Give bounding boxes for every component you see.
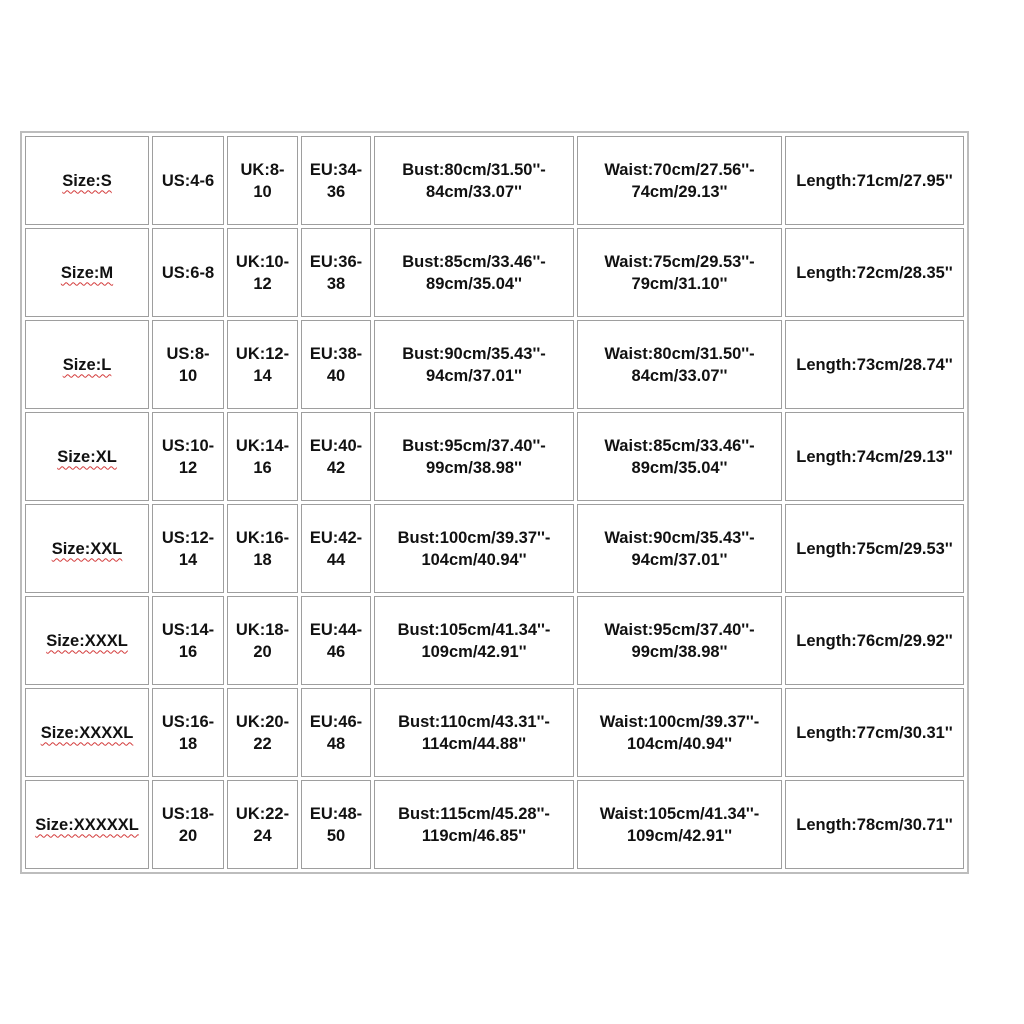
length-cell: Length:72cm/28.35'' <box>785 228 964 317</box>
bust-cell: Bust:105cm/41.34''- 109cm/42.91'' <box>374 596 574 685</box>
uk-size-cell: UK:22- 24 <box>227 780 298 869</box>
size-chart-table <box>20 131 969 874</box>
bust-cell: Bust:90cm/35.43''- 94cm/37.01'' <box>374 320 574 409</box>
eu-size-cell: EU:48- 50 <box>301 780 371 869</box>
size-row-xl <box>25 412 964 501</box>
size-cell <box>25 596 149 685</box>
waist-cell: Waist:100cm/39.37''- 104cm/40.94'' <box>577 688 782 777</box>
size-label: Size:XXXL <box>46 631 128 650</box>
size-row-m <box>25 228 964 317</box>
size-cell <box>25 228 149 317</box>
us-size-cell: US:12- 14 <box>152 504 224 593</box>
uk-size-cell: UK:16- 18 <box>227 504 298 593</box>
bust-cell: Bust:85cm/33.46''- 89cm/35.04'' <box>374 228 574 317</box>
bust-cell: Bust:115cm/45.28''- 119cm/46.85'' <box>374 780 574 869</box>
size-row-xxxxxl <box>25 780 964 869</box>
waist-cell: Waist:80cm/31.50''- 84cm/33.07'' <box>577 320 782 409</box>
length-cell: Length:78cm/30.71'' <box>785 780 964 869</box>
waist-cell: Waist:85cm/33.46''- 89cm/35.04'' <box>577 412 782 501</box>
size-label: Size:XXL <box>51 539 123 558</box>
length-cell: Length:77cm/30.31'' <box>785 688 964 777</box>
waist-cell: Waist:105cm/41.34''- 109cm/42.91'' <box>577 780 782 869</box>
us-size-cell: US:14- 16 <box>152 596 224 685</box>
uk-size-cell: UK:14- 16 <box>227 412 298 501</box>
us-size-cell: US:8- 10 <box>152 320 224 409</box>
length-cell: Length:74cm/29.13'' <box>785 412 964 501</box>
size-label: Size:M <box>60 263 114 282</box>
uk-size-cell: UK:12- 14 <box>227 320 298 409</box>
size-row-l <box>25 320 964 409</box>
size-row-xxxl <box>25 596 964 685</box>
size-label: Size:XXXXL <box>40 723 134 742</box>
uk-size-cell: UK:10- 12 <box>227 228 298 317</box>
size-cell <box>25 504 149 593</box>
eu-size-cell: EU:42- 44 <box>301 504 371 593</box>
us-size-cell: US:16- 18 <box>152 688 224 777</box>
eu-size-cell: EU:44- 46 <box>301 596 371 685</box>
size-row-s <box>25 136 964 225</box>
size-cell <box>25 780 149 869</box>
size-cell <box>25 412 149 501</box>
eu-size-cell: EU:38- 40 <box>301 320 371 409</box>
eu-size-cell: EU:36- 38 <box>301 228 371 317</box>
us-size-cell: US:18- 20 <box>152 780 224 869</box>
size-row-xxl <box>25 504 964 593</box>
uk-size-cell: UK:8- 10 <box>227 136 298 225</box>
waist-cell: Waist:70cm/27.56''- 74cm/29.13'' <box>577 136 782 225</box>
length-cell: Length:75cm/29.53'' <box>785 504 964 593</box>
eu-size-cell: EU:34- 36 <box>301 136 371 225</box>
us-size-cell: US:6-8 <box>152 228 224 317</box>
bust-cell: Bust:80cm/31.50''- 84cm/33.07'' <box>374 136 574 225</box>
length-cell: Length:76cm/29.92'' <box>785 596 964 685</box>
bust-cell: Bust:110cm/43.31''- 114cm/44.88'' <box>374 688 574 777</box>
bust-cell: Bust:100cm/39.37''- 104cm/40.94'' <box>374 504 574 593</box>
size-cell <box>25 320 149 409</box>
uk-size-cell: UK:18- 20 <box>227 596 298 685</box>
length-cell: Length:73cm/28.74'' <box>785 320 964 409</box>
size-label: Size:XXXXXL <box>35 815 139 834</box>
waist-cell: Waist:75cm/29.53''- 79cm/31.10'' <box>577 228 782 317</box>
size-label: Size:S <box>62 171 112 190</box>
waist-cell: Waist:95cm/37.40''- 99cm/38.98'' <box>577 596 782 685</box>
eu-size-cell: EU:46- 48 <box>301 688 371 777</box>
us-size-cell: US:10- 12 <box>152 412 224 501</box>
size-label: Size:XL <box>57 447 117 466</box>
bust-cell: Bust:95cm/37.40''- 99cm/38.98'' <box>374 412 574 501</box>
length-cell: Length:71cm/27.95'' <box>785 136 964 225</box>
size-row-xxxxl <box>25 688 964 777</box>
eu-size-cell: EU:40- 42 <box>301 412 371 501</box>
uk-size-cell: UK:20- 22 <box>227 688 298 777</box>
size-cell <box>25 136 149 225</box>
size-label: Size:L <box>62 355 112 374</box>
us-size-cell: US:4-6 <box>152 136 224 225</box>
size-cell <box>25 688 149 777</box>
waist-cell: Waist:90cm/35.43''- 94cm/37.01'' <box>577 504 782 593</box>
